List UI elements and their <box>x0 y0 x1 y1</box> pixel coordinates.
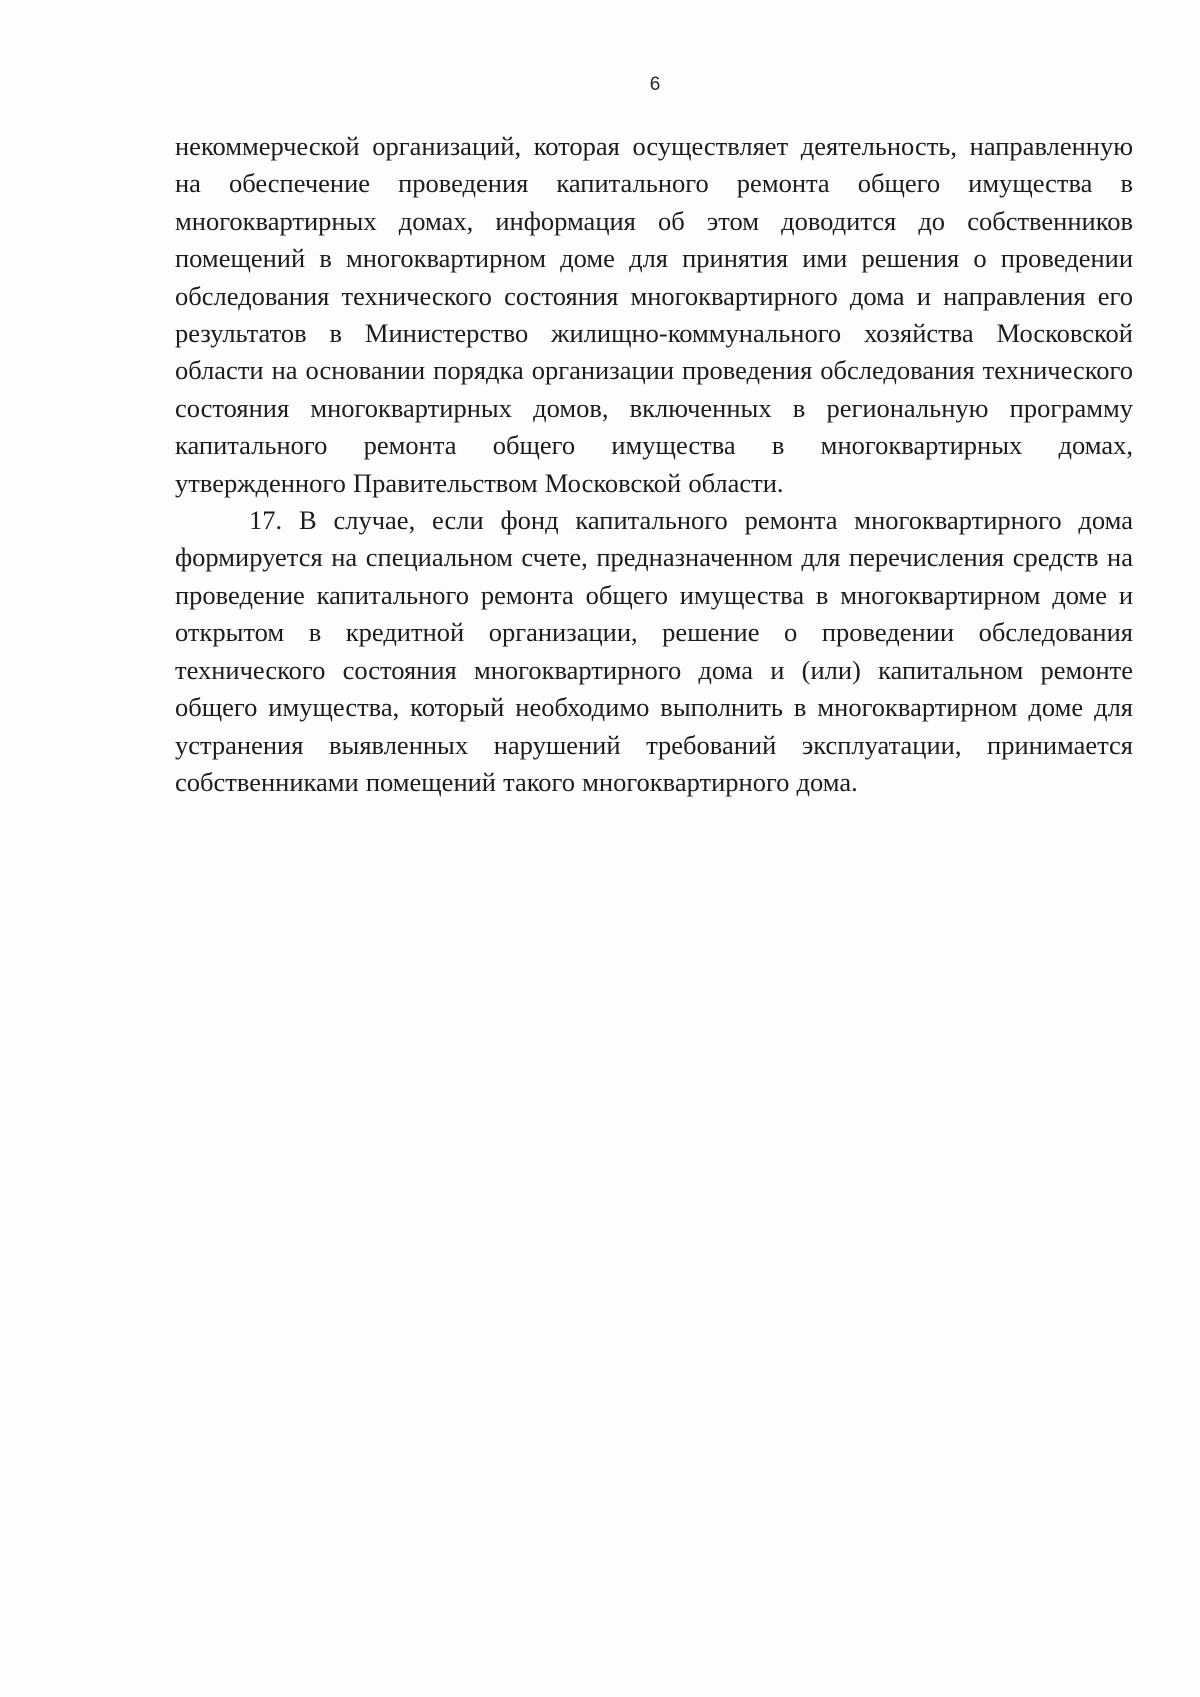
page-number: 6 <box>649 74 661 95</box>
document-body <box>175 128 1133 801</box>
paragraph-item-17: 17. В случае, если фонд капитального ремонта многоквартирного дома формируется на специальном счете, предназначенном для перечисления средств на проведение капитального ремонта общего имущества в многоквартирном доме и открытом в кредитной организации, решение о проведении обследования технического состояния многоквартирного дома и (или) капитальном ремонте общего имущества, который необходимо выполнить в многоквартирном доме для устранения выявленных нарушений требований эксплуатации, принимается собственниками помещений такого многоквартирного дома. <box>175 505 1133 797</box>
paragraph-continuation: некоммерческой организаций, которая осуществляет деятельность, направленную на обеспечение проведения капитального ремонта общего имущества в многоквартирных домах, информация об этом доводится до собственников помещений в многоквартирном доме для принятия ими решения о проведении обследования технического состояния многоквартирного дома и направления его результатов в Министерство жилищно-коммунального хозяйства Московской области на основании порядка организации проведения обследования технического состояния многоквартирных домов, включенных в региональную программу капитального ремонта общего имущества в многоквартирных домах, утвержденного Правительством Московской области. <box>175 131 1133 498</box>
